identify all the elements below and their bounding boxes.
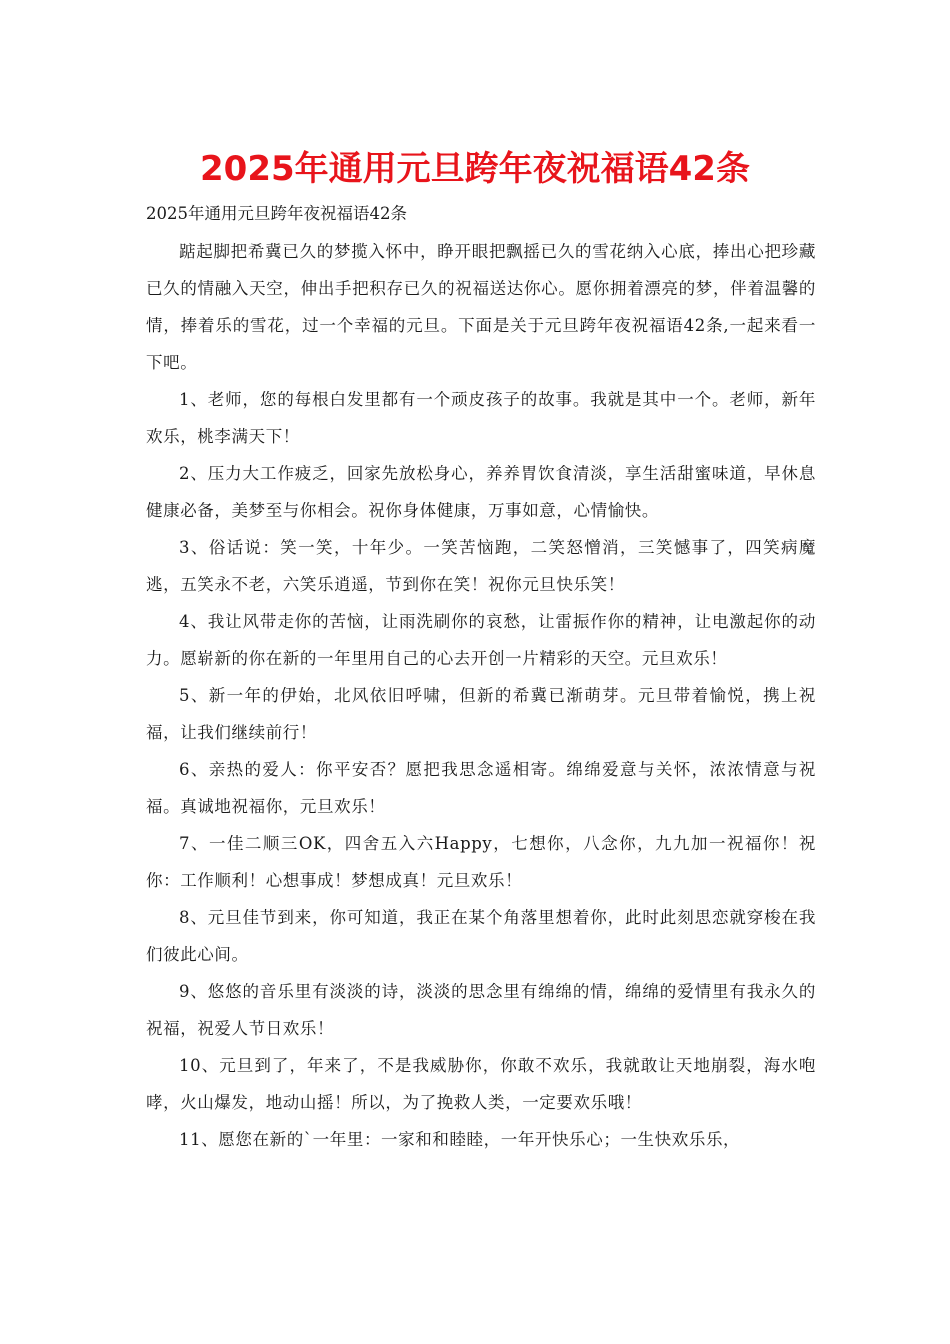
blessing-paragraph: 4、我让风带走你的苦恼，让雨洗刷你的哀愁，让雷振作你的精神，让电激起你的动力。愿崭新的你在新的一年里用自己的心去开创一片精彩的天空。元旦欢乐！ xyxy=(146,612,816,668)
blessing-paragraph: 7、一佳二顺三OK，四舍五入六Happy，七想你，八念你，九九加一祝福你！祝你：工作顺利！心想事成！梦想成真！元旦欢乐！ xyxy=(146,834,816,890)
blessing-paragraph: 1、老师，您的每根白发里都有一个顽皮孩子的故事。我就是其中一个。老师，新年欢乐，桃李满天下！ xyxy=(146,390,816,446)
document-title: 2025年通用元旦跨年夜祝福语42条 xyxy=(200,149,750,189)
intro-paragraph: 踮起脚把希冀已久的梦揽入怀中，睁开眼把飘摇已久的雪花纳入心底，捧出心把珍藏已久的情融入天空，伸出手把积存已久的祝福送达你心。愿你拥着漂亮的梦，伴着温馨的情，捧着乐的雪花，过一个幸福的元旦。下面是关于元旦跨年夜祝福语42条,一起来看一下吧。 xyxy=(146,242,816,372)
document-subtitle: 2025年通用元旦跨年夜祝福语42条 xyxy=(146,204,407,223)
blessing-paragraph: 3、俗话说：笑一笑，十年少。一笑苦恼跑，二笑怒憎消，三笑憾事了，四笑病魔逃，五笑永不老，六笑乐逍遥，节到你在笑！祝你元旦快乐笑！ xyxy=(146,538,816,594)
blessing-paragraph: 8、元旦佳节到来，你可知道，我正在某个角落里想着你，此时此刻思恋就穿梭在我们彼此心间。 xyxy=(146,908,816,964)
blessing-paragraph: 5、新一年的伊始，北风依旧呼啸，但新的希冀已渐萌芽。元旦带着愉悦，携上祝福，让我们继续前行！ xyxy=(146,686,816,742)
blessing-paragraph: 9、悠悠的音乐里有淡淡的诗，淡淡的思念里有绵绵的情，绵绵的爱情里有我永久的祝福，祝爱人节日欢乐！ xyxy=(146,982,816,1038)
blessing-paragraph: 2、压力大工作疲乏，回家先放松身心，养养胃饮食清淡，享生活甜蜜味道，早休息健康必备，美梦至与你相会。祝你身体健康，万事如意，心情愉快。 xyxy=(146,464,816,520)
blessing-paragraph: 11、愿您在新的`一年里：一家和和睦睦，一年开快乐心；一生快欢乐乐， xyxy=(179,1130,741,1149)
blessing-paragraph: 6、亲热的爱人：你平安否？愿把我思念遥相寄。绵绵爱意与关怀，浓浓情意与祝福。真诚地祝福你，元旦欢乐！ xyxy=(146,760,816,816)
document-body xyxy=(146,201,816,1158)
blessing-paragraph: 10、元旦到了，年来了，不是我威胁你，你敢不欢乐，我就敢让天地崩裂，海水咆哮，火山爆发，地动山摇！所以，为了挽救人类，一定要欢乐哦！ xyxy=(146,1056,816,1112)
